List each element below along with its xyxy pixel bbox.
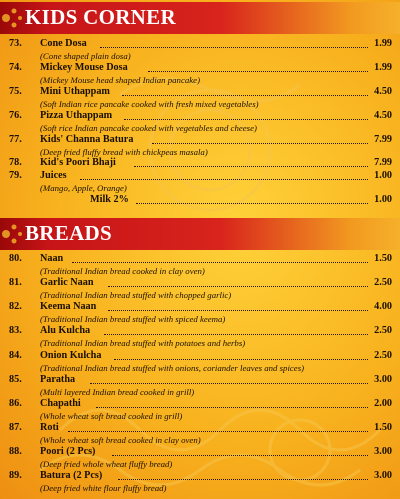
item-price: 1.99 — [374, 62, 392, 73]
ornament-icon — [0, 2, 26, 34]
item-description: (Deep fried whole wheat fluffy bread) — [40, 459, 173, 469]
leader-dots — [72, 261, 368, 263]
leader-dots — [134, 165, 368, 167]
item-number: 80. — [9, 253, 22, 264]
leader-dots — [108, 309, 368, 311]
item-number: 76. — [9, 110, 22, 121]
menu-item — [0, 350, 400, 373]
menu-item — [0, 157, 400, 170]
item-name: Poori (2 Pcs) — [40, 446, 96, 457]
item-description: (Traditional Indian bread stuffed with chopped garlic) — [40, 290, 232, 300]
item-price: 7.99 — [374, 134, 392, 145]
leader-dots — [118, 478, 368, 480]
item-description: (Mickey Mouse head shaped Indian pancake) — [40, 75, 200, 85]
item-number: 89. — [9, 470, 22, 481]
item-description: (Traditional Indian bread stuffed with potatoes and herbs) — [40, 338, 246, 348]
item-price: 1.50 — [374, 422, 392, 433]
item-description: (Mango, Apple, Orange) — [40, 183, 127, 193]
item-price: 4.00 — [374, 301, 392, 312]
section-banner-kids-corner — [0, 2, 400, 34]
item-description: (Soft rice Indian pancake cooked with vegetables and cheese) — [40, 123, 257, 133]
leader-dots — [122, 94, 368, 96]
item-price: 2.50 — [374, 325, 392, 336]
menu-item — [0, 62, 400, 85]
item-name: Roti — [40, 422, 59, 433]
menu-item — [0, 446, 400, 469]
leader-dots — [68, 430, 368, 432]
menu-item — [0, 374, 400, 397]
section-title: KIDS CORNER — [25, 5, 176, 29]
item-number: 79. — [9, 170, 22, 181]
item-description: (Traditional Indian bread cooked in clay oven) — [40, 266, 205, 276]
item-name: Batura (2 Pcs) — [40, 470, 103, 481]
menu-item — [0, 422, 400, 445]
leader-dots — [124, 118, 368, 120]
item-price: 4.50 — [374, 110, 392, 121]
leader-dots — [114, 358, 368, 360]
leader-dots — [112, 454, 368, 456]
item-price: 1.99 — [374, 38, 392, 49]
item-price: 1.00 — [374, 170, 392, 181]
section-banner-breads — [0, 218, 400, 250]
item-price: 3.00 — [374, 374, 392, 385]
item-price: 2.00 — [374, 398, 392, 409]
item-price: 7.99 — [374, 157, 392, 168]
leader-dots — [100, 46, 368, 48]
menu-item — [0, 110, 400, 133]
leader-dots — [148, 70, 368, 72]
item-price: 3.00 — [374, 446, 392, 457]
leader-dots — [152, 142, 368, 144]
item-description: (Whole wheat soft bread cooked in clay oven) — [40, 435, 201, 445]
item-number: 81. — [9, 277, 22, 288]
menu-item — [0, 38, 400, 61]
item-number: 86. — [9, 398, 22, 409]
menu-item — [0, 86, 400, 109]
item-description: (Soft Indian rice pancake cooked with fresh mixed vegetables) — [40, 99, 259, 109]
item-description: (Deep fried fluffy bread with chickpeas masala) — [40, 147, 208, 157]
item-number: 75. — [9, 86, 22, 97]
item-name: Milk 2% — [90, 194, 129, 205]
item-price: 1.50 — [374, 253, 392, 264]
item-number: 83. — [9, 325, 22, 336]
item-name: Kid's Poori Bhaji — [40, 157, 116, 168]
item-name: Paratha — [40, 374, 76, 385]
item-description: (Traditional Indian bread stuffed with spiced keema) — [40, 314, 226, 324]
item-name: Garlic Naan — [40, 277, 94, 288]
menu-item — [0, 470, 400, 493]
menu-item — [0, 170, 400, 193]
item-name: Kids' Channa Batura — [40, 134, 134, 145]
item-description: (Deep fried white flour fluffy bread) — [40, 483, 167, 493]
item-number: 78. — [9, 157, 22, 168]
item-name: Pizza Uthappam — [40, 110, 113, 121]
item-description: (Traditional Indian bread stuffed with onions, coriander leaves and spices) — [40, 363, 305, 373]
item-description: (Cone shaped plain dosa) — [40, 51, 131, 61]
item-name: Onion Kulcha — [40, 350, 102, 361]
item-name: Mickey Mouse Dosa — [40, 62, 128, 73]
menu-item — [0, 277, 400, 300]
item-number: 84. — [9, 350, 22, 361]
item-name: Alu Kulcha — [40, 325, 91, 336]
leader-dots — [90, 382, 368, 384]
item-name: Keema Naan — [40, 301, 97, 312]
leader-dots — [80, 178, 368, 180]
menu-item — [0, 134, 400, 157]
leader-dots — [96, 406, 368, 408]
menu-item — [0, 253, 400, 276]
item-description: (Multi layered Indian bread cooked in grill) — [40, 387, 195, 397]
item-price: 2.50 — [374, 277, 392, 288]
item-number: 77. — [9, 134, 22, 145]
item-name: Naan — [40, 253, 64, 264]
item-number: 88. — [9, 446, 22, 457]
leader-dots — [136, 202, 368, 204]
item-description: (Whole wheat soft bread cooked in grill) — [40, 411, 183, 421]
item-name: Mini Uthappam — [40, 86, 110, 97]
item-number: 74. — [9, 62, 22, 73]
item-price: 1.00 — [374, 194, 392, 205]
item-number: 82. — [9, 301, 22, 312]
item-name: Cone Dosa — [40, 38, 87, 49]
item-price: 4.50 — [374, 86, 392, 97]
menu-item — [0, 194, 400, 207]
item-name: Chapathi — [40, 398, 81, 409]
leader-dots — [108, 285, 368, 287]
item-price: 3.00 — [374, 470, 392, 481]
item-price: 2.50 — [374, 350, 392, 361]
item-number: 87. — [9, 422, 22, 433]
section-title: BREADS — [25, 221, 112, 245]
menu-item — [0, 398, 400, 421]
item-number: 85. — [9, 374, 22, 385]
leader-dots — [104, 333, 368, 335]
menu-item — [0, 325, 400, 348]
ornament-icon — [0, 218, 26, 250]
item-name: Juices — [40, 170, 67, 181]
menu-item — [0, 301, 400, 324]
item-number: 73. — [9, 38, 22, 49]
